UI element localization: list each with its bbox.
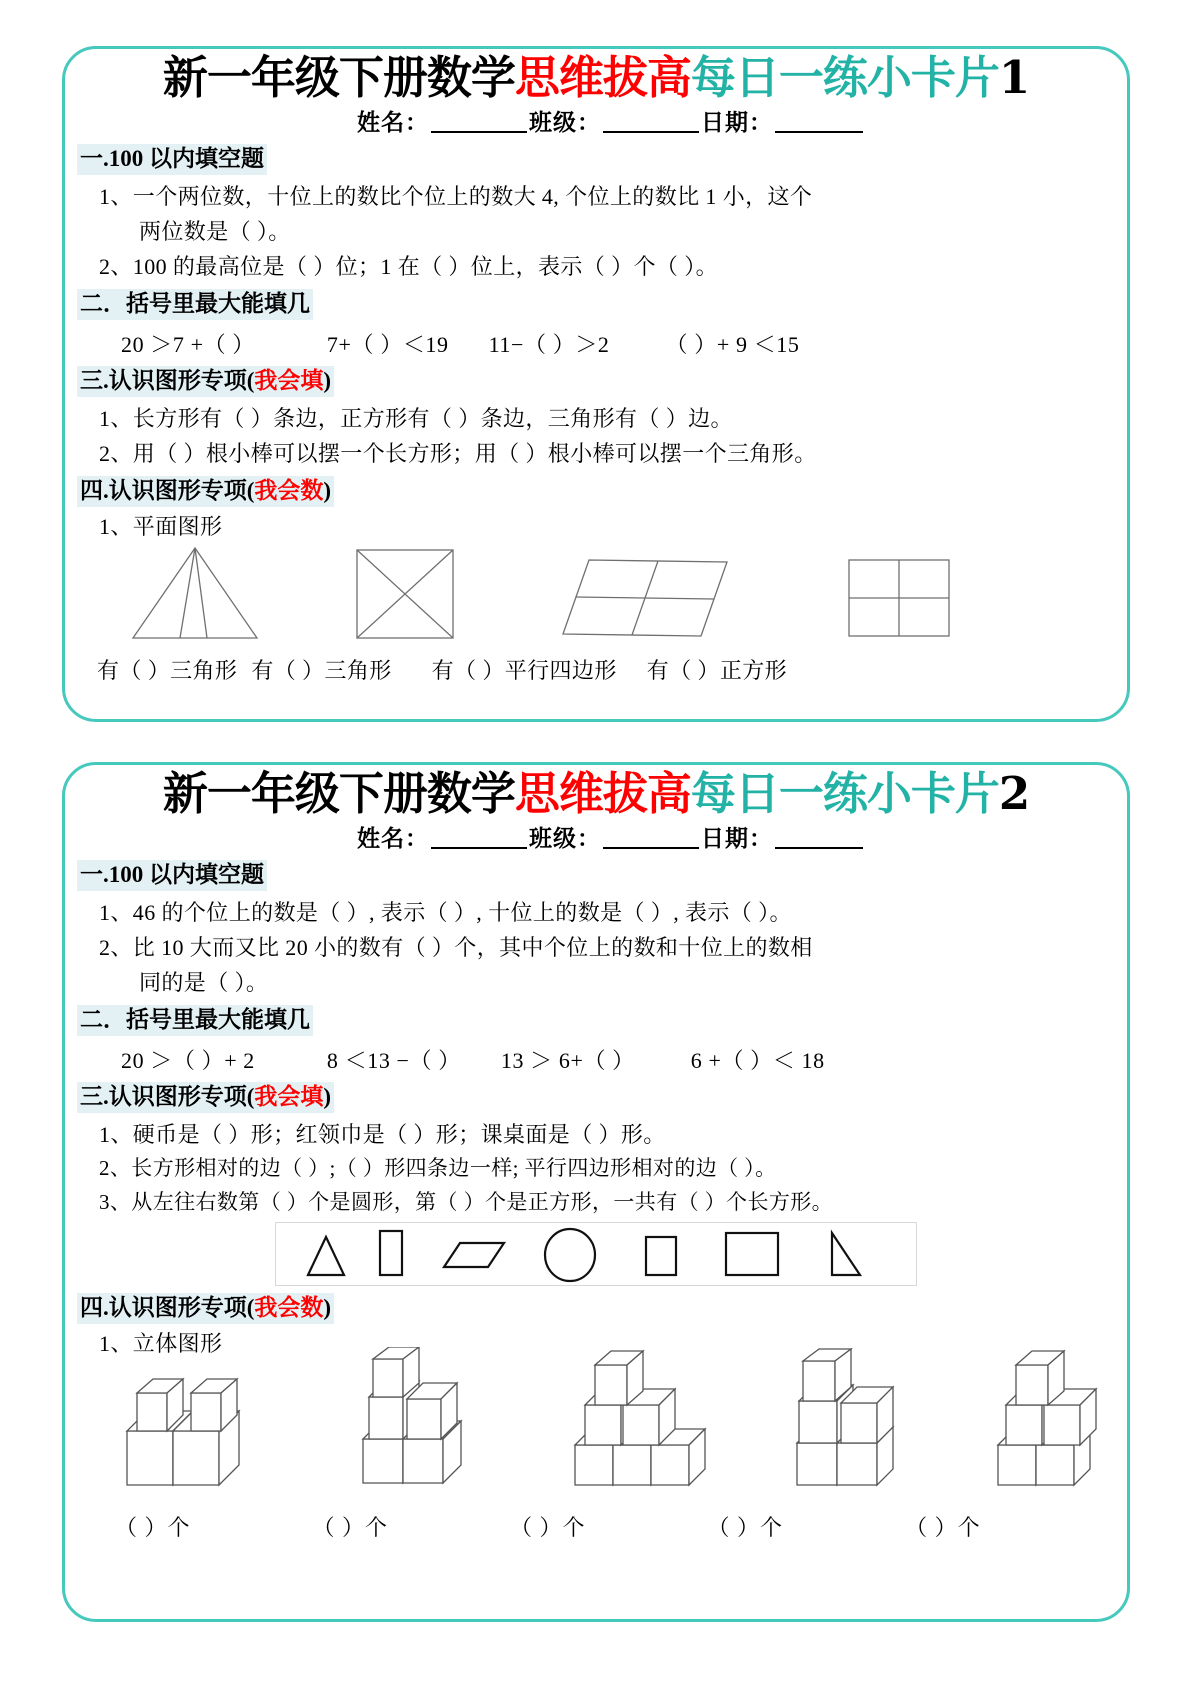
card-1-s3-q1: 1、长方形有（ ）条边，正方形有（ ）条边，三角形有（ ）边。 xyxy=(99,405,733,431)
card-2-s2-expr-4: 6 +（ ）＜ 18 xyxy=(690,1048,825,1074)
card-2-s3-q2: 2、长方形相对的边（ ）;（ ）形四条边一样; 平行四边形相对的边（ ）。 xyxy=(99,1156,777,1181)
card-1-cap-4: 有（ ）正方形 xyxy=(646,658,788,684)
card-1-section-3 xyxy=(65,359,1127,469)
card-2-s2-expr-2: 8 ＜13 −（ ） xyxy=(326,1048,461,1074)
card-1-figure-captions xyxy=(97,654,1127,685)
card-2-s3-heading-prefix: 三.认识图形专项( xyxy=(80,1084,255,1110)
card-2-section-1 xyxy=(65,853,1127,998)
card-2-name-blank[interactable] xyxy=(431,827,527,849)
card-2-meta-row xyxy=(65,820,1127,853)
shape-square-icon xyxy=(726,1233,778,1275)
card-2-date-label: 日期： xyxy=(701,826,773,851)
figure-square-grid xyxy=(835,554,965,644)
card-1-title-number: 1 xyxy=(998,51,1030,104)
card-1-s2-expressions xyxy=(121,328,1127,359)
card-2-title-number: 2 xyxy=(998,767,1030,820)
card-2-shape-strip xyxy=(275,1222,917,1286)
card-1-s3-heading-prefix: 三.认识图形专项( xyxy=(80,368,255,394)
card-2-solid-figures xyxy=(65,1359,1127,1511)
card-2-section-2-heading: 二．括号里最大能填几 xyxy=(77,1005,313,1036)
card-2-s1-q2-line1: 2、比 10 大而又比 20 小的数有（ ）个，其中个位上的数和十位上的数相 xyxy=(99,934,813,960)
card-1-section-2 xyxy=(65,282,1127,359)
card-1-section-2-heading: 二．括号里最大能填几 xyxy=(77,289,313,320)
card-1-section-1 xyxy=(65,137,1127,282)
card-1-s2-expr-1: 20 ＞7 +（ ） xyxy=(121,332,255,358)
card-1-title xyxy=(65,51,1127,104)
card-1-s2-expr-3: 11−（ ）＞2 xyxy=(488,332,610,358)
card-2-section-3 xyxy=(65,1075,1127,1286)
card-2-section-1-heading: 一.100 以内填空题 xyxy=(77,860,267,891)
card-1-title-black: 新一年级下册数学 xyxy=(162,51,515,104)
card-1-cap-3: 有（ ）平行四边形 xyxy=(431,658,617,684)
card-2-title xyxy=(65,767,1127,820)
card-1-s4-subtitle: 1、平面图形 xyxy=(99,514,223,540)
card-2-cube-cap-4: （ ）个 xyxy=(707,1514,784,1540)
card-2-cube-cap-1: （ ）个 xyxy=(115,1514,191,1540)
card-2-s4-heading-suffix: ) xyxy=(323,1294,332,1320)
figure-cube-group-5 xyxy=(990,1343,1125,1501)
card-2-cube-cap-5: （ ）个 xyxy=(905,1514,981,1540)
card-2-s4-heading-prefix: 四.认识图形专项( xyxy=(80,1294,255,1320)
shape-tall-rectangle-icon xyxy=(380,1231,402,1275)
card-2-section-4 xyxy=(65,1286,1127,1542)
card-1-s3-heading-red: 我会填 xyxy=(254,368,324,394)
card-1-s1-q1-line1: 1、一个两位数，十位上的数比个位上的数大 4, 个位上的数比 1 小，这个 xyxy=(99,183,813,209)
card-1-class-label: 班级： xyxy=(529,110,601,135)
figure-triangle-subdivided xyxy=(125,544,265,644)
worksheet-card-2 xyxy=(62,762,1130,1622)
shape-small-rectangle-icon xyxy=(646,1237,676,1275)
card-1-s4-heading-suffix: ) xyxy=(323,478,332,504)
card-2-cube-captions xyxy=(115,1511,1127,1542)
card-1-section-1-heading: 一.100 以内填空题 xyxy=(77,144,267,175)
card-1-name-blank[interactable] xyxy=(431,111,527,133)
card-2-cube-cap-3: （ ）个 xyxy=(510,1514,586,1540)
card-2-s3-q1: 1、硬币是（ ）形；红领巾是（ ）形；课桌面是（ ）形。 xyxy=(99,1121,666,1147)
figure-square-with-diagonals xyxy=(345,544,465,644)
card-2-s2-expressions xyxy=(121,1044,1127,1075)
card-1-s1-q1-line2: 两位数是（ ）。 xyxy=(139,218,291,244)
card-1-plane-figures xyxy=(65,544,1127,652)
shape-parallelogram-icon xyxy=(444,1243,504,1267)
card-2-title-teal: 每日一练小卡片 xyxy=(690,767,999,820)
card-1-s3-q2: 2、用（ ）根小棒可以摆一个长方形；用（ ）根小棒可以摆一个三角形。 xyxy=(99,441,817,467)
figure-parallelogram-grid xyxy=(555,554,735,644)
card-1-date-blank[interactable] xyxy=(775,111,863,133)
card-1-s2-expr-4: （ ）+ 9 ＜15 xyxy=(665,332,800,358)
card-1-section-4 xyxy=(65,469,1127,685)
card-2-cube-cap-2: （ ）个 xyxy=(312,1514,389,1540)
card-1-s3-heading-suffix: ) xyxy=(323,368,332,394)
card-2-name-label: 姓名： xyxy=(357,826,429,851)
card-2-s3-q3: 3、从左往右数第（ ）个是圆形，第（ ）个是正方形，一共有（ ）个长方形。 xyxy=(99,1190,834,1214)
card-1-class-blank[interactable] xyxy=(603,111,699,133)
card-2-s3-heading-suffix: ) xyxy=(323,1084,332,1110)
card-1-s4-heading-red: 我会数 xyxy=(254,478,324,504)
card-2-section-3-heading xyxy=(77,1082,334,1113)
card-2-s3-heading-red: 我会填 xyxy=(254,1084,324,1110)
figure-cube-group-2 xyxy=(345,1347,495,1502)
card-2-class-blank[interactable] xyxy=(603,827,699,849)
shape-right-triangle-icon xyxy=(832,1233,860,1275)
figure-cube-group-4 xyxy=(785,1345,935,1501)
card-1-meta-row xyxy=(65,104,1127,137)
card-1-title-teal: 每日一练小卡片 xyxy=(690,51,999,104)
card-1-s2-expr-2: 7+（ ）＜19 xyxy=(326,332,449,358)
card-2-date-blank[interactable] xyxy=(775,827,863,849)
card-2-s1-q1: 1、46 的个位上的数是（ ）, 表示（ ）, 十位上的数是（ ）, 表示（ ）。 xyxy=(99,899,792,925)
card-1-s4-heading-prefix: 四.认识图形专项( xyxy=(80,478,255,504)
figure-cube-group-3 xyxy=(565,1343,725,1501)
card-2-s2-expr-1: 20 ＞（ ）+ 2 xyxy=(121,1048,255,1074)
card-1-name-label: 姓名： xyxy=(357,110,429,135)
worksheet-card-1 xyxy=(62,46,1130,722)
card-1-cap-2: 有（ ）三角形 xyxy=(251,658,392,684)
card-2-class-label: 班级： xyxy=(529,826,601,851)
card-1-cap-1: 有（ ）三角形 xyxy=(97,658,238,684)
card-1-section-4-heading xyxy=(77,476,334,507)
figure-cube-group-1 xyxy=(115,1353,280,1503)
card-2-s2-expr-3: 13 ＞ 6+（ ） xyxy=(500,1048,635,1074)
card-2-s1-q2-line2: 同的是（ ）。 xyxy=(139,970,269,996)
card-1-s1-q2: 2、100 的最高位是（ ）位；1 在（ ）位上，表示（ ）个（ ）。 xyxy=(99,254,719,280)
card-2-title-black: 新一年级下册数学 xyxy=(162,767,515,820)
card-2-title-red: 思维拔高 xyxy=(514,767,691,820)
card-2-s4-heading-red: 我会数 xyxy=(254,1294,324,1320)
shape-circle-icon xyxy=(545,1229,595,1281)
card-1-date-label: 日期： xyxy=(701,110,773,135)
card-2-s4-subtitle: 1、立体图形 xyxy=(99,1330,223,1356)
shape-triangle-icon xyxy=(308,1237,344,1275)
card-1-section-3-heading xyxy=(77,366,334,397)
card-2-section-4-heading xyxy=(77,1293,334,1324)
card-2-section-2 xyxy=(65,998,1127,1075)
card-1-title-red: 思维拔高 xyxy=(514,51,691,104)
